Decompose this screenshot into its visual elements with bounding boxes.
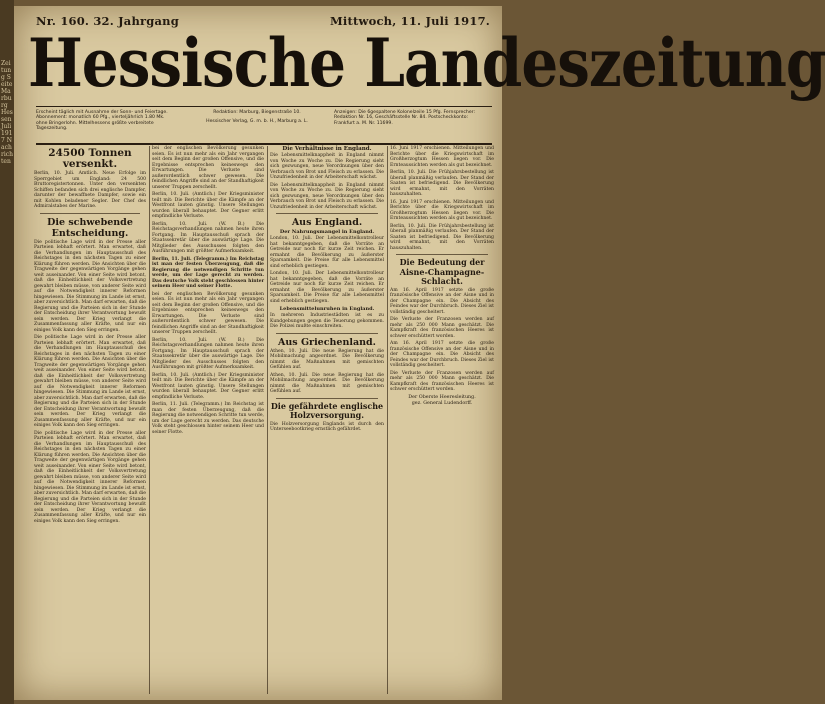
separator [40,213,140,214]
article-england-conditions-2: Die Lebensmittelknappheit in England nimmt von Woche zu Woche zu. Die Regierung sieht sich gezwungen, neue Verordnungen über den Verbrauch von Brot und Fleisch zu erlassen. Die Unzufriedenheit in der Arbeiterschaft wächst. [270,182,384,210]
article-greece: Athen, 10. Juli. Die neue Regierung hat die Mobilmachung angeordnet. Die Bevölkerung nimmt die Maßnahmen mit gemischten Gefühlen auf. [270,348,384,370]
article-col2-8: Berlin, 11. Juli. (Telegramm.) Im Reichstag ist man der festen Überzeugung, daß die Regierung die notwendigen Schritte tun werde, um der Lage gerecht zu werden. Das deutsche Volk steht geschlossen hinter seinem Heer und seiner Flotte. [152,402,264,435]
column-2 [152,146,264,694]
article-col2-telegram: Berlin, 11. Juli. (Telegramm.) Im Reichstag ist man der festen Überzeugung, daß die Regierung die notwendigen Schritte tun werde, um der Lage gerecht zu werden. Das deutsche Volk steht geschlossen hinter seinem Heer und seiner Flotte. [152,256,265,289]
headline-tonnage: 24500 Tonnen versenkt. [48,147,132,170]
headline-decision: Die schwebende Entscheidung. [47,216,133,239]
article-col4-3: 16. Juni 1917 erschienen. Mitteilungen und Berichte über die Kriegswirtschaft im Großherzogtum Hessen liegen vor. Die Ernteaussichten werden als gut bezeichnet. [390,199,494,221]
article-food-shortage: London, 10. Juli. Der Lebensmittelkontrolleur hat bekanntgegeben, daß die Vorräte an Getreide nur noch für kurze Zeit reichen. Er ermahnt die Bevölkerung zu äußerster Sparsamkeit. Die Preise für alle Lebensmittel sind erheblich gestiegen. [270,236,384,269]
article-aisne-4: Die Verluste der Franzosen werden auf mehr als 250 000 Mann geschätzt. Die Kampfkraft des französischen Heeres ist schwer erschüttert worden. [390,370,494,392]
article-col4-4: Berlin, 10. Juli. Die Frühjahrsbestellung ist überall planmäßig verlaufen. Der Stand der Saaten ist befriedigend. Die Bevölkerung wird ermahnt, mit den Vorräten hauszuhalten. [390,223,494,251]
article-decision: Die politische Lage wird in der Presse aller Parteien lebhaft erörtert. Man erwartet, daß die Verhandlungen im Hauptausschuß des Reichstages in den nächsten Tagen zu einer Klärung führen werden. Die Ansichten über die Tragweite der gegenwärtigen Vorgänge gehen weit auseinander. Von einer Seite wird betont, daß die Einheitlichkeit der Volksvertretung gewahrt bleiben müsse, von anderer Seite wird auf die Notwendigkeit innerer Reformen hingewiesen. Die Stimmung im Lande ist ernst, aber zuversichtlich. Man darf erwarten, daß die Regierung und die Parteien sich in der Stunde der Entscheidung ihrer Verantwortung bewußt sein werden. Der Krieg verlangt die Zusammenfassung aller Kräfte, und nur ein einiges Volk kann den Sieg erringen. [34,239,146,333]
article-col2-7: Berlin, 10. Juli. (Amtlich.) Der Kriegsminister teilt mit: Die Berichte über die Kämpfe an der Westfront lauten günstig. Unsere Stellungen wurden überall behauptet. Der Gegner erlitt empfindliche Verluste. [152,372,264,400]
headline-timber-supply: Die gefährdete englische Holzversorgung. [270,400,384,420]
subscription-info: Erscheint täglich mit Ausnahme der Sonn- und Feiertage. Abonnement: monatlich 60 Pfg., vierteljährlich 1.80 Mk. ohne Bringerlohn. Mittelhessens größte verbreitete Tageszeitung. [36,110,168,132]
separator [276,398,378,399]
article-decision-cont-2: Die politische Lage wird in der Presse aller Parteien lebhaft erörtert. Man erwartet, daß die Verhandlungen im Hauptausschuß des Reichstages in den nächsten Tagen zu einer Klärung führen werden. Die Ansichten über die Tragweite der gegenwärtigen Vorgänge gehen weit auseinander. Von einer Seite wird betont, daß die Einheitlichkeit der Volksvertretung gewahrt bleiben müsse, von anderer Seite wird auf die Notwendigkeit innerer Reformen hingewiesen. Die Stimmung im Lande ist ernst, aber zuversichtlich. Man darf erwarten, daß die Regierung und die Parteien sich in der Stunde der Entscheidung ihrer Verantwortung bewußt sein werden. Der Krieg verlangt die Zusammenfassung aller Kräfte, und nur ein einiges Volk kann den Sieg erringen. [34,430,146,524]
header-rule [36,143,492,145]
column-4 [390,146,494,694]
binding-margin [0,0,14,704]
publisher-info [192,110,322,142]
article-col2-2: Berlin, 10. Juli. (Amtlich.) Der Kriegsminister teilt mit: Die Berichte über die Kämpfe an der Westfront lauten günstig. Unsere Stellungen wurden überall behauptet. Der Gegner erlitt empfindliche Verluste. [152,192,264,219]
headline-england-conditions: Die Verhältnisse in England. [282,146,372,152]
issue-number: Nr. 160. 32. Jahrgang [36,14,179,28]
separator [276,333,378,334]
advertising-info: Anzeigen: Die 6gespaltene Kolonelzeile 15 Pfg. Fernsprecher: Redaktion Nr. 16, Geschäftsstelle Nr. 84. Postscheckkonto: Frankfurt a. M. Nr. 11699. [334,110,475,126]
article-food-riots: In mehreren Industriestädten ist es zu Kundgebungen gegen die Teuerung gekommen. Die Polizei mußte einschreiten. [270,313,384,329]
separator [396,254,488,255]
issue-date: Mittwoch, 11. Juli 1917. [329,14,490,28]
column-3 [270,146,384,694]
article-col2-6: Berlin, 10. Juli. (W. B.) Die Reichstagsverhandlungen nahmen heute ihren Fortgang. Im Hauptausschuß sprach der Staatssekretär über die auswärtige Lage. Die Mitglieder des Ausschusses folgten den Ausführungen mit größter Aufmerksamkeit. [152,337,264,370]
headline-from-england: Aus England. [291,217,363,228]
editorial-address: Redaktion: Marburg, Biegenstraße 10. [213,110,301,115]
article-col4-2: Berlin, 10. Juli. Die Frühjahrsbestellung ist überall planmäßig verlaufen. Der Stand der Saaten ist befriedigend. Die Bevölkerung wird ermahnt, mit den Vorräten hauszuhalten. [390,170,494,197]
article-england-conditions: Die Lebensmittelknappheit in England nimmt von Woche zu Woche zu. Die Regierung sieht sich gezwungen, neue Verordnungen über den Verbrauch von Brot und Fleisch zu erlassen. Die Unzufriedenheit in der Arbeiterschaft wächst. [270,153,384,180]
subhead-food-riots: Lebensmittelunruhen in England. [279,306,375,312]
article-food-shortage-2: London, 10. Juli. Der Lebensmittelkontrolleur hat bekanntgegeben, daß die Vorräte an Getreide nur noch für kurze Zeit reichen. Er ermahnt die Bevölkerung zu äußerster Sparsamkeit. Die Preise für alle Lebensmittel sind erheblich gestiegen. [270,271,384,304]
masthead-rule [36,106,492,107]
headline-from-greece: Aus Griechenland. [278,336,376,348]
signature-line-1: Der Oberste Heeresleitung. [408,394,476,400]
binding-margin-text: Zeitung Seite Marburg Hessen Juli 1917 Nachrichten [1,60,14,165]
publisher-name: Hessischer Verlag, G. m. b. H., Marburg a. L. [206,119,308,125]
column-rule [149,146,150,694]
newspaper-page [14,6,825,700]
masthead-title: Hessische Landeszeitung [28,23,825,103]
article-col4-1: 16. Juni 1917 erschienen. Mitteilungen und Berichte über die Kriegswirtschaft im Großherzogtum Hessen liegen vor. Die Ernteaussichten werden als gut bezeichnet. [390,146,494,168]
subhead-food-shortage: Der Nahrungsmangel in England. [279,229,375,235]
article-col2-1: bei der englischen Bevölkerung gesunken seien. Es ist nun mehr als ein Jahr vergangen seit dem Beginn der großen Offensive, und die Ergebnisse entsprechen keineswegs den Erwartungen. Die Verluste sind außerordentlich schwer gewesen. Die feindlichen Angriffe sind an der Standhaftigkeit unserer Truppen zerschellt. [152,146,264,190]
article-col2-3: Berlin, 10. Juli. (W. B.) Die Reichstagsverhandlungen nahmen heute ihren Fortgang. Im Hauptausschuß sprach der Staatssekretär über die auswärtige Lage. Die Mitglieder des Ausschusses folgten den Ausführungen mit größter Aufmerksamkeit. [152,221,264,254]
headline-aisne-champagne: Die Bedeutung der Aisne-Champagne-Schlacht. [399,257,485,286]
separator [276,213,378,214]
signature-line-2: gez. General Ludendorff. [411,400,473,406]
article-col2-5: bei der englischen Bevölkerung gesunken seien. Es ist nun mehr als ein Jahr vergangen seit dem Beginn der großen Offensive, und die Ergebnisse entsprechen keineswegs den Erwartungen. Die Verluste sind außerordentlich schwer gewesen. Die feindlichen Angriffe sind an der Standhaftigkeit unserer Truppen zerschellt. [152,291,264,335]
column-1 [34,146,146,694]
article-greece-2: Athen, 10. Juli. Die neue Regierung hat die Mobilmachung angeordnet. Die Bevölkerung nimmt die Maßnahmen mit gemischten Gefühlen auf. [270,372,384,394]
article-aisne-1: Am 16. April 1917 setzte die große französische Offensive an der Aisne und in der Champagne ein. Die Absicht des Feindes war der Durchbruch. Dieses Ziel ist vollständig gescheitert. [390,287,494,315]
article-timber-supply: Die Holzversorgung Englands ist durch den Unterseebootkrieg ernstlich gefährdet. [270,421,384,432]
article-decision-cont: Die politische Lage wird in der Presse aller Parteien lebhaft erörtert. Man erwartet, daß die Verhandlungen im Hauptausschuß des Reichstages in den nächsten Tagen zu einer Klärung führen werden. Die Ansichten über die Tragweite der gegenwärtigen Vorgänge gehen weit auseinander. Von einer Seite wird betont, daß die Einheitlichkeit der Volksvertretung gewahrt bleiben müsse, von anderer Seite wird auf die Notwendigkeit innerer Reformen hingewiesen. Die Stimmung im Lande ist ernst, aber zuversichtlich. Man darf erwarten, daß die Regierung und die Parteien sich in der Stunde der Entscheidung ihrer Verantwortung bewußt sein werden. Der Krieg verlangt die Zusammenfassung aller Kräfte, und nur ein einiges Volk kann den Sieg erringen. [34,335,146,428]
article-tonnage: Berlin, 10. Juli. Amtlich. Neue Erfolge im Sperrgebiet um England: 24 500 Bruttoregistertonnen. Unter den versenkten Schiffen befanden sich drei englische Dampfer, darunter der bewaffnete Dampfer, sowie ein mit Kohlen beladener Segler. Der Chef des Admiralstabes der Marine. [34,171,146,209]
column-rule [387,146,388,694]
column-rule [267,146,268,694]
article-aisne-2: Die Verluste der Franzosen werden auf mehr als 250 000 Mann geschätzt. Die Kampfkraft des französischen Heeres ist schwer erschüttert worden. [390,317,494,339]
article-aisne-3: Am 16. April 1917 setzte die große französische Offensive an der Aisne und in der Champagne ein. Die Absicht des Feindes war der Durchbruch. Dieses Ziel ist vollständig gescheitert. [390,341,494,368]
